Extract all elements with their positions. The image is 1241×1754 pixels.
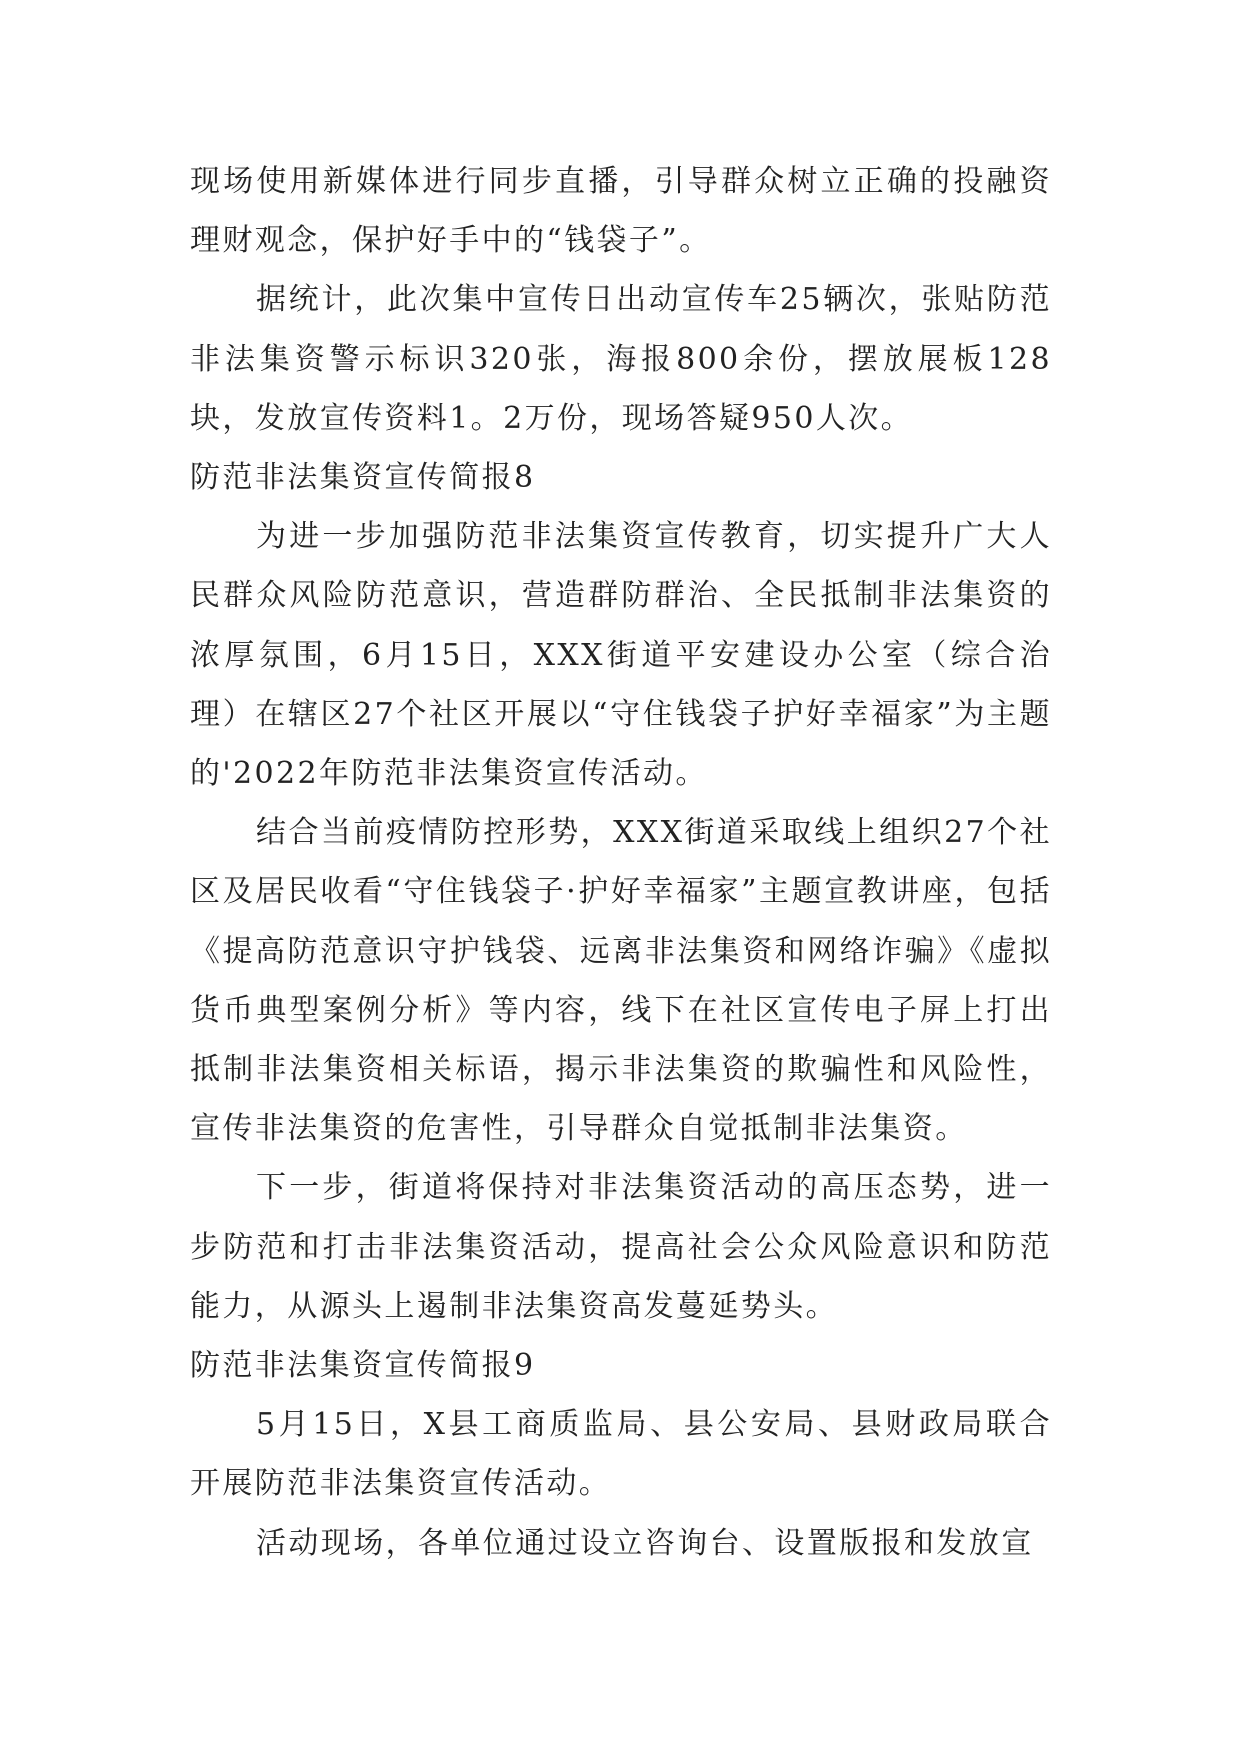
paragraph-activities-9: 活动现场，各单位通过设立咨询台、设置版报和发放宣 — [256, 1525, 1034, 1561]
document-body — [190, 152, 1052, 1573]
paragraph-statistics: 据统计，此次集中宣传日出动宣传车25辆次，张贴防范非法集资警示标识320张，海报800余份，摆放展板128块，发放宣传资料1。2万份，现场答疑950人次。 — [190, 282, 1052, 436]
paragraph-continuation: 现场使用新媒体进行同步直播，引导群众树立正确的投融资理财观念，保护好手中的“钱袋子”。 — [190, 164, 1052, 259]
section-heading-9: 防范非法集资宣传简报9 — [190, 1348, 536, 1384]
section-heading-8: 防范非法集资宣传简报8 — [190, 460, 536, 496]
paragraph-next-steps-8: 下一步，街道将保持对非法集资活动的高压态势，进一步防范和打击非法集资活动，提高社会公众风险意识和防范能力，从源头上遏制非法集资高发蔓延势头。 — [190, 1170, 1052, 1324]
paragraph-intro-8: 为进一步加强防范非法集资宣传教育，切实提升广大人民群众风险防范意识，营造群防群治、全民抵制非法集资的浓厚氛围，6月15日，XXX街道平安建设办公室（综合治理）在辖区27个社区开展以“守住钱袋子护好幸福家”为主题的'2022年防范非法集资宣传活动。 — [190, 519, 1052, 792]
paragraph-intro-9: 5月15日，X县工商质监局、县公安局、县财政局联合开展防范非法集资宣传活动。 — [190, 1407, 1052, 1502]
paragraph-activities-8: 结合当前疫情防控形势，XXX街道采取线上组织27个社区及居民收看“守住钱袋子·护好幸福家”主题宣教讲座，包括《提高防范意识守护钱袋、远离非法集资和网络诈骗》《虚拟货币典型案例分析》等内容，线下在社区宣传电子屏上打出抵制非法集资相关标语，揭示非法集资的欺骗性和风险性，宣传非法集资的危害性，引导群众自觉抵制非法集资。 — [190, 815, 1052, 1147]
